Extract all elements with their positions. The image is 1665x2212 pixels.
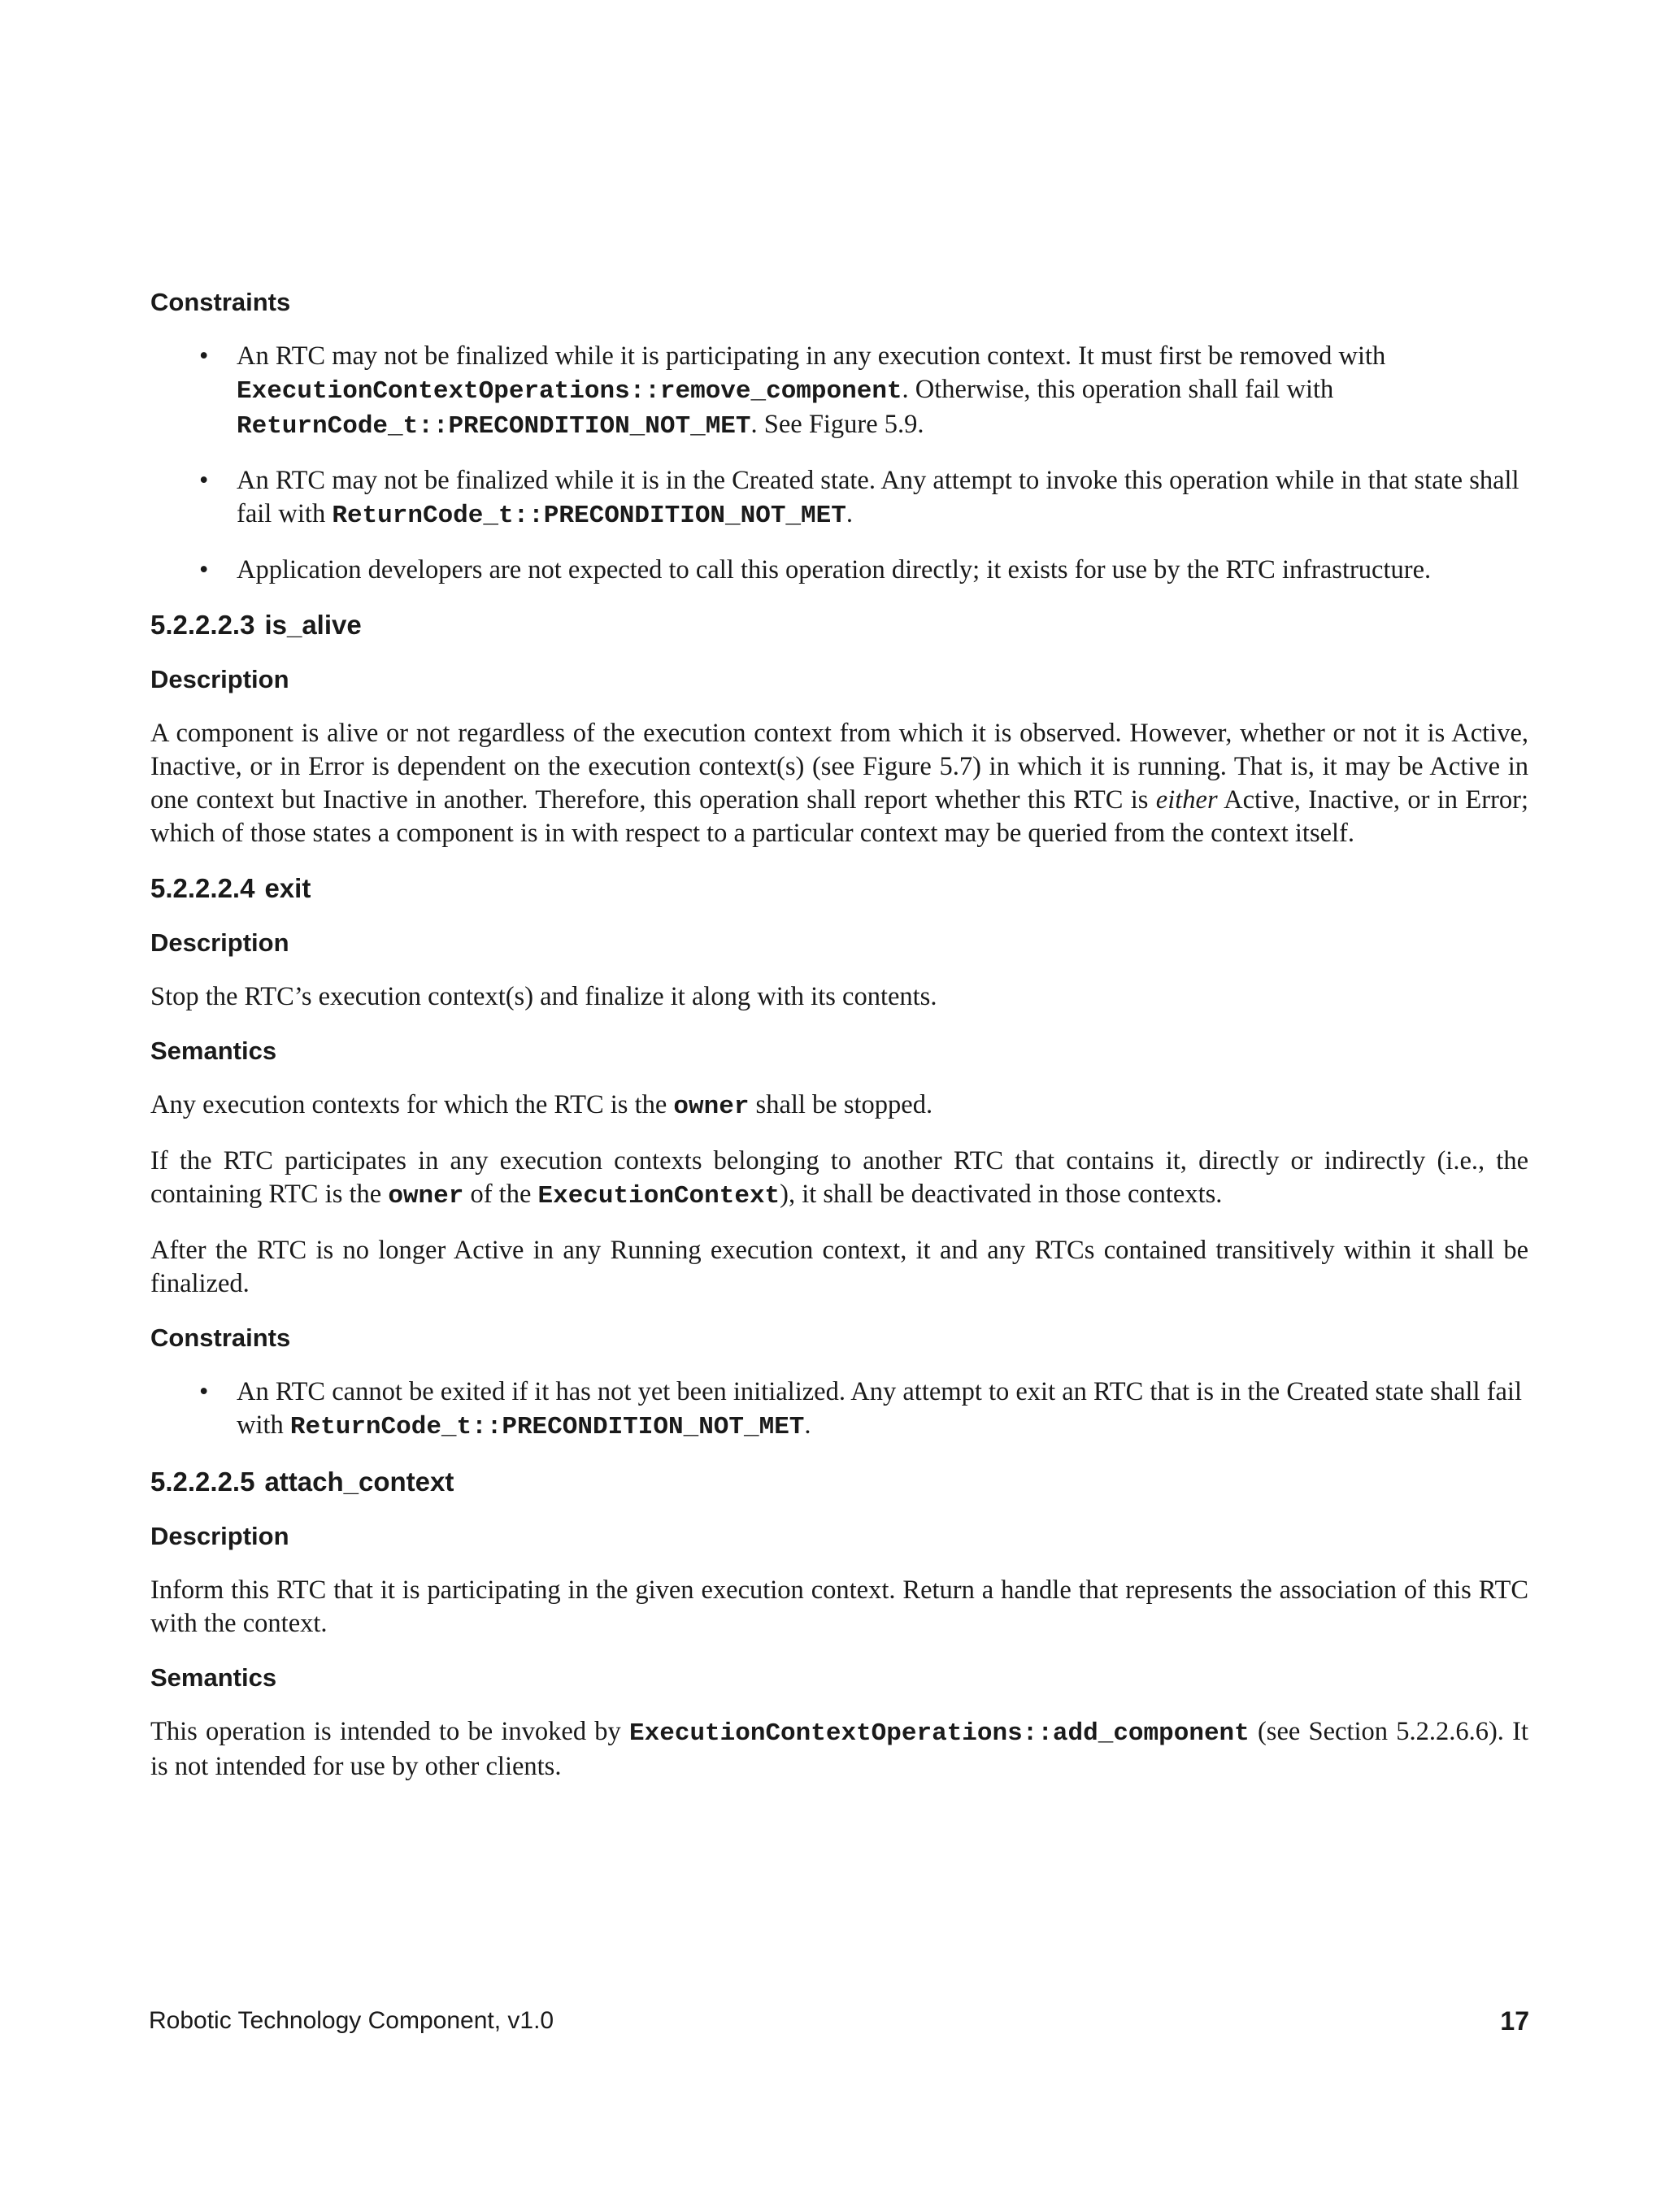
code-run: owner: [673, 1093, 750, 1121]
code-run: ExecutionContextOperations::add_component: [629, 1719, 1250, 1748]
bullet-icon: •: [199, 1377, 209, 1406]
emphasis: either: [1155, 785, 1218, 815]
text-run: (see Section 5.2.2.6.6). It is not intended for use by other clients.: [150, 1717, 1529, 1781]
bullet-icon: •: [199, 341, 209, 371]
text-run: A component is alive or not regardless of the execution context from which it is observed. However, whether or not it is Active, Inactive, or in Error is dependent on the execution context(s) (see Figure 5.7) in which it is running. That is, it may be Active in one context but Inactive in another. Therefore, this operation shall report whether this RTC is: [150, 719, 1528, 815]
constraints-heading: Constraints: [150, 288, 291, 316]
list-item: [199, 554, 1528, 587]
text-run: shall be stopped.: [749, 1090, 933, 1119]
list-item: [199, 340, 1528, 443]
text-run: .: [846, 499, 853, 528]
text-run: An RTC may not be finalized while it is in the Created state. Any attempt to invoke this operation while in that state shall fail with: [237, 466, 1519, 528]
section-title: exit: [264, 873, 311, 903]
code-run: ReturnCode_t::PRECONDITION_NOT_MET: [237, 412, 751, 441]
section-heading-is-alive: [150, 608, 1528, 642]
text-run: .: [804, 1410, 811, 1440]
list-item: [199, 464, 1528, 532]
constraints-list: [150, 1375, 1528, 1444]
constraints-heading: Constraints: [150, 1323, 291, 1352]
text-run: An RTC may not be finalized while it is participating in any execution context. It must first be removed with: [237, 341, 1386, 371]
code-run: ExecutionContextOperations::remove_component: [237, 377, 902, 406]
section-title: attach_context: [264, 1467, 454, 1497]
constraints-list: [150, 340, 1528, 587]
code-run: ExecutionContext: [537, 1182, 780, 1210]
footer-document-title: Robotic Technology Component, v1.0: [149, 2007, 554, 2034]
text-run: ), it shall be deactivated in those contexts.: [780, 1180, 1223, 1209]
section-number: 5.2.2.2.4: [150, 873, 255, 903]
paragraph: [150, 717, 1528, 850]
bullet-icon: •: [199, 555, 209, 585]
description-heading: Description: [150, 928, 289, 957]
text-run: of the: [463, 1180, 538, 1209]
paragraph: After the RTC is no longer Active in any Running execution context, it and any RTCs contained transitively within it shall be finalized.: [150, 1236, 1528, 1298]
code-run: owner: [388, 1182, 464, 1210]
bullet-icon: •: [199, 466, 209, 495]
paragraph: [150, 1145, 1528, 1213]
text-run: An RTC cannot be exited if it has not yet been initialized. Any attempt to exit an RTC that is in the Created state shall fail with: [237, 1377, 1522, 1440]
semantics-heading: Semantics: [150, 1663, 277, 1692]
paragraph: Inform this RTC that it is participating in the given execution context. Return a handle that represents the association of this RTC with the context.: [150, 1575, 1528, 1638]
text-run: Active, Inactive, or in Error; which of those states a component is in with respect to a particular context may be queried from the context itself.: [150, 785, 1529, 848]
text-run: If the RTC participates in any execution contexts belonging to another RTC that contains it, directly or indirectly (i.e., the containing RTC is the: [150, 1146, 1528, 1209]
page-number: 17: [1500, 2006, 1529, 2036]
text-run: This operation is intended to be invoked by: [150, 1717, 630, 1746]
paragraph: [150, 1089, 1528, 1123]
semantics-heading: Semantics: [150, 1036, 277, 1065]
section-number: 5.2.2.2.3: [150, 610, 255, 640]
section-number: 5.2.2.2.5: [150, 1467, 255, 1497]
section-title: is_alive: [264, 610, 362, 640]
text-run: Application developers are not expected to call this operation directly; it exists for use by the RTC infrastructure.: [237, 555, 1432, 585]
description-heading: Description: [150, 665, 289, 693]
page-content: [150, 286, 1528, 1805]
code-run: ReturnCode_t::PRECONDITION_NOT_MET: [332, 502, 846, 530]
paragraph: Stop the RTC’s execution context(s) and finalize it along with its contents.: [150, 982, 937, 1011]
text-run: Any execution contexts for which the RTC is the: [150, 1090, 674, 1119]
list-item: [199, 1375, 1528, 1444]
paragraph: [150, 1715, 1528, 1784]
code-run: ReturnCode_t::PRECONDITION_NOT_MET: [289, 1413, 805, 1441]
section-heading-exit: [150, 871, 1528, 906]
text-run: . Otherwise, this operation shall fail with: [902, 375, 1334, 404]
description-heading: Description: [150, 1522, 289, 1550]
text-run: . See Figure 5.9.: [750, 410, 924, 439]
section-heading-attach-context: [150, 1465, 1528, 1499]
